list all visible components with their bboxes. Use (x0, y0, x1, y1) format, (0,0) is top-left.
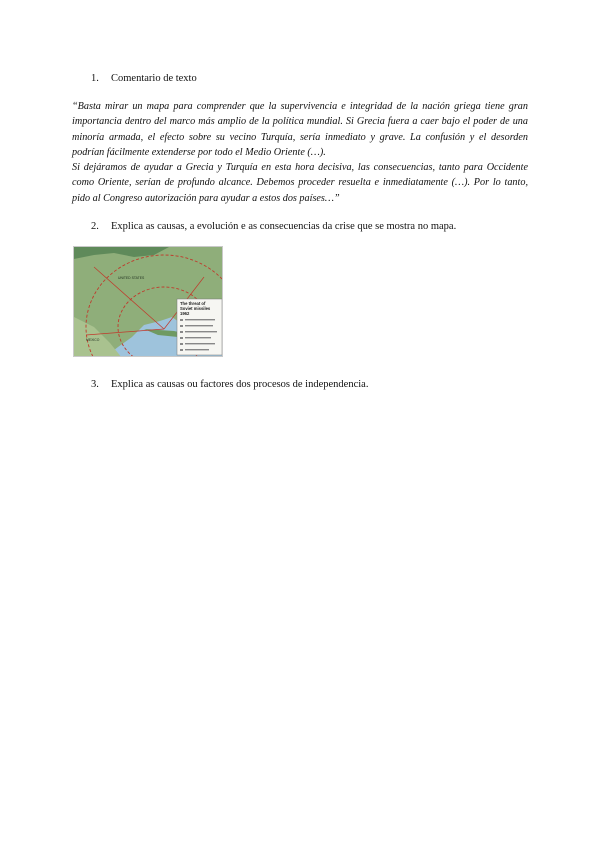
question-1-number: 1. (91, 73, 99, 84)
question-2-number: 2. (91, 221, 99, 232)
map-legend-title-3: 1962 (180, 311, 190, 316)
question-2-text: Explica as causas, a evolución e as consecuencias da crise que se mostra no mapa. (111, 221, 457, 232)
map-legend-title-2: Soviet missiles (180, 306, 211, 311)
map-label-mexico: MEXICO (86, 338, 100, 342)
map-label-usa: UNITED STATES (118, 276, 145, 280)
question-3-number: 3. (91, 379, 99, 390)
map-image (74, 247, 223, 357)
map-legend-title-1: The threat of (180, 301, 206, 306)
cuban-missile-crisis-map (73, 246, 223, 357)
question-3-text: Explica as causas ou factores dos procesos de independencia. (111, 379, 369, 390)
question-2 (91, 220, 456, 234)
quoted-text (72, 99, 528, 206)
question-1 (91, 72, 197, 86)
question-3 (91, 378, 368, 392)
question-1-text: Comentario de texto (111, 73, 197, 84)
quote-paragraph-1: “Basta mirar un mapa para comprender que la supervivencia e integridad de la nación griega tiene gran importancia dentro del marco más amplio de la política mundial. Si Grecia fuera a caer bajo el poder de una minoría armada, el efecto sobre su vecino Turquía, sería inmediato y grave. La confusión y el desorden podrían fácilmente extenderse por todo el Medio Oriente (…). (72, 101, 528, 158)
quote-paragraph-2: Si dejáramos de ayudar a Grecia y Turquía en esta hora decisiva, las consecuencias, tanto para Occidente como Oriente, serían de profundo alcance. Debemos proceder resuelta e inmediatamente (…). Por lo tanto, pido al Congreso autorización para ayudar a estos dos países…” (72, 162, 528, 204)
